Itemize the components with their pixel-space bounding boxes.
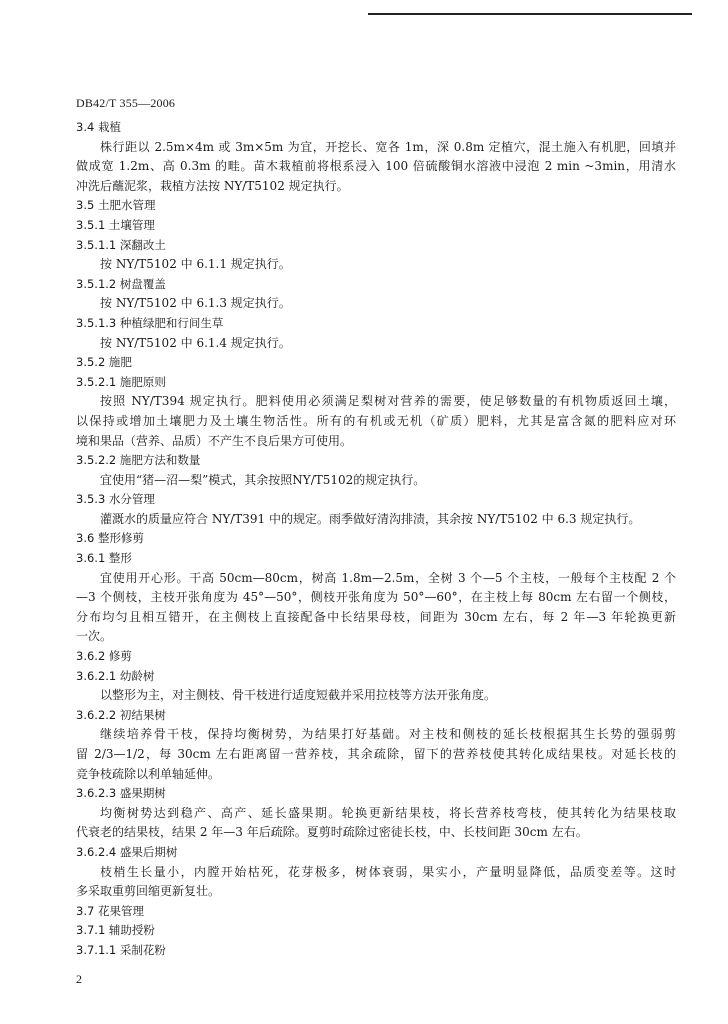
subsection-heading: 3.6.1 整形	[76, 551, 132, 566]
clause-heading: 3.5.2.1 施肥原则	[76, 374, 166, 389]
clause-heading: 3.6.2.1 幼龄树	[76, 668, 155, 683]
paragraph-line: 分布均匀且相互错开，在主侧枝上直接配备中长结果母枝，间距为 30cm 左右，每 2 年—3 年轮换更新	[76, 609, 676, 624]
paragraph-line: 多采取重剪回缩更新复壮。	[76, 884, 221, 899]
paragraph-line: 灌溉水的质量应符合 NY/T391 中的规定。雨季做好清沟排渍，其余按 NY/T5102 中 6.3 规定执行。	[100, 511, 641, 526]
paragraph-line: 宜使用开心形。干高 50cm—80cm，树高 1.8m—2.5m，全树 3 个—5 个主枝，一般每个主枝配 2 个	[100, 570, 676, 585]
paragraph-line: 按 NY/T5102 中 6.1.1 规定执行。	[100, 257, 291, 272]
standard-code: DB42/T 355—2006	[76, 96, 176, 110]
paragraph-line: 宜使用“猪—沼—梨”模式，其余按照NY/T5102的规定执行。	[100, 472, 426, 487]
clause-heading: 3.5.2.2 施肥方法和数量	[76, 453, 201, 468]
clause-heading: 3.6.2.3 盛果期树	[76, 786, 166, 801]
paragraph-line: —3 个侧枝，主枝开张角度为 45°—50°，侧枝开张角度为 50°—60°，在主枝上每 80cm 左右留一个侧枝，	[76, 590, 676, 605]
paragraph-line: 按 NY/T5102 中 6.1.3 规定执行。	[100, 296, 291, 311]
clause-heading: 3.5.1.1 深翻改土	[76, 237, 166, 252]
section-heading: 3.5 土肥水管理	[76, 198, 156, 213]
paragraph-line: 枝梢生长量小，内膛开始枯死，花芽极多，树体衰弱，果实小，产量明显降低，品质变差等。这时	[100, 864, 676, 879]
page-number: 2	[76, 972, 82, 986]
section-heading: 3.6 整形修剪	[76, 531, 144, 546]
subsection-heading: 3.5.1 土壤管理	[76, 217, 155, 232]
subsection-heading: 3.7.1 辅助授粉	[76, 923, 155, 938]
paragraph-line: 株行距以 2.5m×4m 或 3m×5m 为宜，开挖长、宽各 1m，深 0.8m 定植穴，混土施入有机肥，回填并	[100, 139, 676, 154]
clause-heading: 3.6.2.2 初结果树	[76, 707, 166, 722]
paragraph-line: 继续培养骨干枝，保持均衡树势，为结果打好基础。对主枝和侧枝的延长枝根据其生长势的强弱剪	[100, 727, 676, 742]
paragraph-line: 做成宽 1.2m、高 0.3m 的畦。苗木栽植前将根系浸入 100 倍硫酸铜水溶液中浸泡 2 min ~3min，用清水	[76, 159, 676, 174]
clause-heading: 3.5.1.2 树盘覆盖	[76, 276, 166, 291]
paragraph-line: 以整形为主，对主侧枝、骨干枝进行适度短截并采用拉枝等方法开张角度。	[100, 688, 497, 703]
subsection-heading: 3.5.3 水分管理	[76, 492, 155, 507]
document-body	[76, 118, 676, 961]
paragraph-line: 竞争枝疏除以利单轴延伸。	[76, 766, 221, 781]
paragraph-line: 代衰老的结果枝，结果 2 年—3 年后疏除。夏剪时疏除过密徒长枝，中、长枝间距 30cm 左右。	[76, 825, 588, 840]
paragraph-line: 冲洗后蘸泥浆，栽植方法按 NY/T5102 规定执行。	[76, 178, 349, 193]
header-rule	[368, 13, 692, 15]
paragraph-line: 境和果品（营养、品质）不产生不良后果方可使用。	[76, 433, 353, 448]
subsection-heading: 3.5.2 施肥	[76, 355, 132, 370]
clause-heading: 3.7.1.1 采制花粉	[76, 942, 166, 957]
clause-heading: 3.6.2.4 盛果后期树	[76, 844, 178, 859]
paragraph-line: 均衡树势达到稳产、高产、延长盛果期。轮换更新结果枝，将长营养枝弯枝，使其转化为结果枝取	[100, 805, 676, 820]
clause-heading: 3.5.1.3 种植绿肥和行间生草	[76, 315, 224, 330]
subsection-heading: 3.6.2 修剪	[76, 649, 132, 664]
section-heading: 3.4 栽植	[76, 120, 121, 134]
paragraph-line: 按 NY/T5102 中 6.1.4 规定执行。	[100, 335, 291, 350]
paragraph-line: 一次。	[76, 629, 113, 644]
paragraph-line: 留 2/3—1/2，每 30cm 左右距离留一营养枝，其余疏除，留下的营养枝使其转化成结果枝。对延长枝的	[76, 747, 676, 761]
paragraph-line: 按照 NY/T394 规定执行。肥料使用必须满足梨树对营养的需要，使足够数量的有机物质返回土壤，	[100, 394, 676, 409]
paragraph-line: 以保持或增加土壤肥力及土壤生物活性。所有的有机或无机（矿质）肥料，尤其是富含氮的肥料应对环	[76, 413, 676, 428]
section-heading: 3.7 花果管理	[76, 903, 144, 918]
